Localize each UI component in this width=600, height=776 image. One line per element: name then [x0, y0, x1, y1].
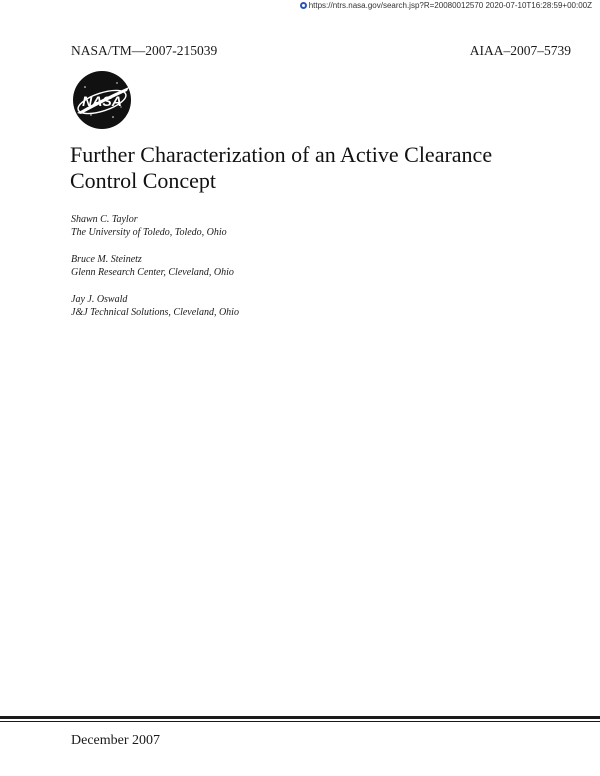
author-name: Shawn C. Taylor: [71, 214, 138, 225]
author-block: [71, 213, 239, 239]
report-number: NASA/TM—2007-215039: [71, 43, 218, 58]
ntrs-icon: [300, 2, 307, 9]
author-affiliation: J&J Technical Solutions, Cleveland, Ohio: [71, 307, 239, 318]
footer-rule-thin: [0, 721, 600, 722]
author-affiliation: The University of Toledo, Toledo, Ohio: [71, 227, 227, 238]
title-line-1: Further Characterization of an Active Clearance: [70, 142, 493, 167]
author-name: Jay J. Oswald: [71, 294, 128, 305]
author-name: Bruce M. Steinetz: [71, 254, 142, 265]
ntrs-url[interactable]: https://ntrs.nasa.gov/search.jsp?R=20080012570 2020-07-10T16:28:59+00:00Z: [308, 1, 592, 10]
nasa-logo: [71, 69, 133, 131]
ntrs-stamp: [300, 1, 592, 10]
author-block: [71, 293, 239, 319]
author-block: [71, 253, 239, 279]
title-line-2: Control Concept: [70, 168, 217, 193]
author-list: [71, 213, 239, 333]
publication-date: December 2007: [71, 733, 161, 748]
document-title: [70, 142, 570, 194]
logo-wordmark: NASA: [82, 93, 122, 109]
aiaa-number: AIAA–2007–5739: [469, 43, 571, 58]
footer-rule-thick: [0, 716, 600, 719]
author-affiliation: Glenn Research Center, Cleveland, Ohio: [71, 267, 234, 278]
